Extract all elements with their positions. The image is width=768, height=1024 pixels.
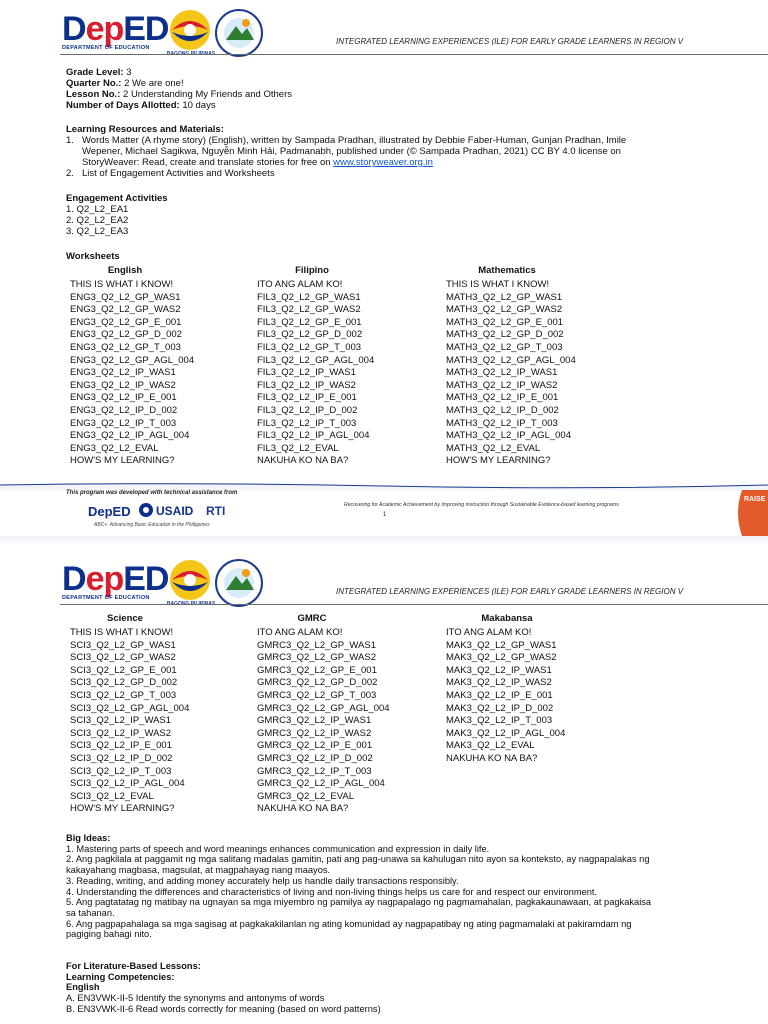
worksheet-item: GMRC3_Q2_L2_IP_WAS2: [257, 727, 372, 739]
column-heading: English: [107, 265, 143, 276]
worksheet-item: ENG3_Q2_L2_IP_T_003: [70, 417, 177, 429]
worksheet-item: MATH3_Q2_L2_GP_T_003: [446, 341, 563, 353]
worksheet-item: GMRC3_Q2_L2_GP_WAS1: [257, 639, 376, 651]
worksheet-item: HOW'S MY LEARNING?: [70, 803, 175, 815]
worksheet-column-science: [70, 613, 240, 816]
worksheet-item: GMRC3_Q2_L2_GP_D_002: [257, 677, 378, 689]
big-idea-line: kakayahang magbasa, magsulat, at magpahayag nang maayos.: [66, 865, 331, 876]
worksheet-item: SCI3_Q2_L2_GP_E_001: [70, 664, 177, 676]
quarter-row: Quarter No.: 2 We are one!: [66, 78, 184, 89]
lesson-info: [66, 67, 292, 111]
worksheet-item: NAKUHA KO NA BA?: [257, 803, 349, 815]
kagawaran-seal: [214, 558, 264, 608]
worksheet-item: ENG3_Q2_L2_EVAL: [70, 442, 159, 454]
worksheet-item: ITO ANG ALAM KO!: [257, 627, 343, 638]
column-heading: GMRC: [297, 613, 327, 624]
engagement-activities: [66, 193, 168, 237]
usaid-logo: USAID: [156, 504, 194, 518]
worksheet-item: MAK3_Q2_L2_GP_WAS1: [446, 639, 557, 651]
worksheet-item: MATH3_Q2_L2_IP_WAS2: [446, 379, 558, 391]
worksheet-item: FIL3_Q2_L2_IP_E_001: [257, 392, 357, 404]
worksheet-item: ENG3_Q2_L2_GP_D_002: [70, 329, 182, 341]
worksheet-item: MAK3_Q2_L2_GP_WAS2: [446, 652, 557, 664]
worksheet-item: GMRC3_Q2_L2_GP_E_001: [257, 664, 377, 676]
competency-item: B. EN3VWK-II-6 Read words correctly for meaning (based on word patterns): [66, 1003, 381, 1014]
worksheet-item: MATH3_Q2_L2_IP_T_003: [446, 417, 558, 429]
worksheet-column-gmrc: [257, 613, 427, 816]
column-heading: Makabansa: [481, 613, 533, 624]
worksheet-item: MATH3_Q2_L2_IP_AGL_004: [446, 430, 571, 442]
worksheet-column-english: [70, 265, 240, 468]
worksheet-item: ENG3_Q2_L2_GP_E_001: [70, 316, 182, 328]
worksheet-item: ENG3_Q2_L2_GP_T_003: [70, 341, 181, 353]
worksheet-item: SCI3_Q2_L2_IP_D_002: [70, 752, 173, 764]
big-idea-line: 5. Ang pagtatatag ng matibay na ugnayan sa mga miyembro ng pamilya ay nagpapalago ng pagmamahalan, pagkakaunawaan, at pagkakaisa: [66, 897, 652, 908]
footer-wave: [0, 482, 768, 490]
abc-note: ABC+: Advancing Basic Education in the Philippines: [94, 522, 210, 528]
worksheet-column-makabansa: [446, 613, 626, 766]
worksheet-item: NAKUHA KO NA BA?: [446, 752, 538, 764]
deped-small-logo: DepED: [88, 504, 131, 519]
big-ideas-heading: Big Ideas:: [66, 833, 111, 843]
worksheet-item: MATH3_Q2_L2_GP_WAS2: [446, 304, 563, 316]
deped-logo-subtitle: DEPARTMENT OF EDUCATION: [62, 595, 150, 601]
column-heading: Science: [107, 613, 143, 624]
worksheet-item: ITO ANG ALAM KO!: [257, 279, 343, 290]
big-idea-line: sa tahanan.: [66, 907, 115, 918]
worksheet-item: THIS IS WHAT I KNOW!: [70, 627, 174, 638]
worksheet-item: GMRC3_Q2_L2_IP_D_002: [257, 752, 373, 764]
learning-resources: Learning Resources and Materials: 1. Words Matter (A rhyme story) (English), written by Sampada Pradhan, illustrated by Debbie Faber-Human, Gunjan Pradhan, Imile Wepener, Michael Sagikwa, Nguyễn Minh Hải, Padmanabh, published under (© Sampada Pradhan, 2021) CC BY 4.0 license on StoryWeaver: Read, create and translate stories for free on www.storyweaver.org.in 2. List of Engagement Activities and Worksheets: [66, 124, 706, 179]
resources-heading: Learning Resources and Materials:: [66, 124, 224, 135]
worksheet-item: MAK3_Q2_L2_IP_AGL_004: [446, 727, 566, 739]
big-idea-line: 6. Ang pagpapahalaga sa mga sagisag at pagkakakilanlan ng ating komunidad ay nagpapatibay ng ating pagmamalaki at pakiramdam ng: [66, 918, 632, 929]
worksheet-item: MATH3_Q2_L2_IP_WAS1: [446, 367, 558, 379]
worksheet-item: SCI3_Q2_L2_IP_WAS2: [70, 727, 172, 739]
worksheet-item: GMRC3_Q2_L2_IP_E_001: [257, 740, 373, 752]
worksheet-item: ENG3_Q2_L2_IP_D_002: [70, 404, 178, 416]
worksheet-item: ENG3_Q2_L2_GP_WAS1: [70, 291, 181, 303]
worksheet-item: FIL3_Q2_L2_IP_D_002: [257, 404, 358, 416]
worksheet-item: ENG3_Q2_L2_IP_WAS1: [70, 367, 176, 379]
worksheet-item: GMRC3_Q2_L2_GP_WAS2: [257, 652, 376, 664]
competencies-heading: Learning Competencies:: [66, 971, 175, 982]
worksheet-item: MAK3_Q2_L2_EVAL: [446, 740, 535, 752]
rti-logo: RTI: [206, 504, 226, 518]
worksheet-item: MATH3_Q2_L2_IP_E_001: [446, 392, 559, 404]
resource-item-2: 2. List of Engagement Activities and Worksheets: [66, 168, 275, 179]
days-row: Number of Days Allotted: 10 days: [66, 100, 216, 111]
literature-section: [66, 961, 726, 1015]
worksheet-column-filipino: [257, 265, 427, 468]
worksheet-item: GMRC3_Q2_L2_GP_AGL_004: [257, 702, 390, 714]
worksheet-item: MAK3_Q2_L2_IP_D_002: [446, 702, 554, 714]
worksheet-item: MAK3_Q2_L2_IP_WAS2: [446, 677, 552, 689]
worksheet-item: HOW'S MY LEARNING?: [70, 455, 175, 467]
worksheet-item: GMRC3_Q2_L2_IP_T_003: [257, 765, 372, 777]
grade-level-row: Grade Level: 3: [66, 67, 132, 78]
worksheet-item: ENG3_Q2_L2_IP_E_001: [70, 392, 177, 404]
big-idea-line: 4. Understanding the differences and characteristics of living and non-living things helps us care for and respect our environment.: [66, 886, 598, 897]
worksheet-item: HOW'S MY LEARNING?: [446, 455, 551, 467]
worksheet-item: FIL3_Q2_L2_GP_WAS1: [257, 291, 361, 303]
worksheet-item: GMRC3_Q2_L2_EVAL: [257, 790, 354, 802]
deped-logo-text: DepED: [62, 10, 169, 48]
worksheet-item: MATH3_Q2_L2_GP_WAS1: [446, 291, 563, 303]
worksheet-item: ENG3_Q2_L2_GP_WAS2: [70, 304, 181, 316]
header-divider: [60, 604, 768, 605]
worksheet-item: MAK3_Q2_L2_IP_E_001: [446, 689, 553, 701]
worksheet-item: MATH3_Q2_L2_GP_AGL_004: [446, 354, 576, 366]
worksheet-item: MAK3_Q2_L2_IP_WAS1: [446, 664, 552, 676]
column-heading: Mathematics: [478, 265, 536, 276]
page-number: 1: [383, 512, 387, 518]
worksheet-item: MAK3_Q2_L2_IP_T_003: [446, 715, 553, 727]
worksheet-item: MATH3_Q2_L2_IP_D_002: [446, 404, 559, 416]
competency-item: A. EN3VWK-II-5 Identify the synonyms and antonyms of words: [66, 993, 325, 1004]
storyweaver-link[interactable]: www.storyweaver.org.in: [333, 157, 433, 168]
page-header: [0, 0, 768, 58]
worksheet-item: NAKUHA KO NA BA?: [257, 455, 349, 467]
worksheet-item: SCI3_Q2_L2_GP_D_002: [70, 677, 178, 689]
header-title: INTEGRATED LEARNING EXPERIENCES (ILE) FOR EARLY GRADE LEARNERS IN REGION V: [336, 587, 684, 596]
worksheet-item: GMRC3_Q2_L2_IP_WAS1: [257, 715, 372, 727]
worksheet-item: THIS IS WHAT I KNOW!: [446, 279, 550, 290]
big-ideas: [66, 833, 726, 940]
engagement-item: 3. Q2_L2_EA3: [66, 226, 129, 237]
literature-heading: For Literature-Based Lessons:: [66, 961, 201, 971]
worksheet-item: MATH3_Q2_L2_GP_D_002: [446, 329, 564, 341]
worksheet-item: ENG3_Q2_L2_GP_AGL_004: [70, 354, 195, 366]
worksheet-item: FIL3_Q2_L2_IP_AGL_004: [257, 430, 370, 442]
raise-badge: RAISE: [734, 490, 768, 536]
worksheet-item: ENG3_Q2_L2_IP_AGL_004: [70, 430, 190, 442]
kagawaran-seal: [214, 8, 264, 58]
worksheet-item: MATH3_Q2_L2_EVAL: [446, 442, 541, 454]
worksheet-item: SCI3_Q2_L2_EVAL: [70, 790, 154, 802]
deped-logo: [62, 560, 169, 602]
engagement-item: 2. Q2_L2_EA2: [66, 215, 129, 226]
deped-logo-text: DepED: [62, 560, 169, 598]
worksheet-item: FIL3_Q2_L2_GP_AGL_004: [257, 354, 375, 366]
big-idea-line: 2. Ang pagkilala at paggamit ng mga salitang madalas gamitin, pati ang pag-unawa sa kahulugan nito ayon sa konteksto, ay nagpapalakas ng: [66, 854, 650, 865]
worksheet-item: FIL3_Q2_L2_IP_WAS1: [257, 367, 356, 379]
engagement-item: 1. Q2_L2_EA1: [66, 204, 129, 215]
page-break-shadow: [0, 536, 768, 544]
worksheet-item: ITO ANG ALAM KO!: [446, 627, 532, 638]
worksheet-item: SCI3_Q2_L2_IP_E_001: [70, 740, 172, 752]
worksheets-heading: Worksheets: [66, 251, 120, 262]
worksheet-item: FIL3_Q2_L2_IP_WAS2: [257, 379, 356, 391]
worksheet-item: FIL3_Q2_L2_EVAL: [257, 442, 339, 454]
raise-tagline: Recovering for Academic Achievement by Improving instruction through Sustainable Evidence-based learning programs: [344, 502, 619, 508]
worksheet-item: SCI3_Q2_L2_IP_AGL_004: [70, 778, 185, 790]
worksheet-column-mathematics: [446, 265, 626, 468]
header-title: INTEGRATED LEARNING EXPERIENCES (ILE) FOR EARLY GRADE LEARNERS IN REGION V: [336, 37, 684, 46]
lesson-row: Lesson No.: 2 Understanding My Friends and Others: [66, 89, 292, 100]
worksheet-item: SCI3_Q2_L2_GP_WAS1: [70, 639, 176, 651]
worksheet-item: MATH3_Q2_L2_GP_E_001: [446, 316, 564, 328]
worksheet-item: ENG3_Q2_L2_IP_WAS2: [70, 379, 176, 391]
worksheet-item: SCI3_Q2_L2_IP_T_003: [70, 765, 172, 777]
competency-subject: English: [66, 982, 100, 993]
big-idea-line: 3. Reading, writing, and adding money accurately help us handle daily transactions responsibly.: [66, 875, 459, 886]
column-heading: Filipino: [295, 265, 329, 276]
worksheet-item: THIS IS WHAT I KNOW!: [70, 279, 174, 290]
worksheet-item: SCI3_Q2_L2_GP_WAS2: [70, 652, 176, 664]
big-idea-line: pagiging bahagi nito.: [66, 929, 152, 940]
page-header: [0, 550, 768, 608]
worksheet-item: FIL3_Q2_L2_GP_E_001: [257, 316, 362, 328]
partner-logos: [88, 500, 248, 522]
worksheet-item: GMRC3_Q2_L2_GP_T_003: [257, 689, 377, 701]
worksheet-item: SCI3_Q2_L2_GP_AGL_004: [70, 702, 190, 714]
deped-logo-subtitle: DEPARTMENT OF EDUCATION: [62, 45, 150, 51]
technical-assistance-note: This program was developed with technical assistance from: [66, 490, 238, 496]
worksheet-item: FIL3_Q2_L2_GP_WAS2: [257, 304, 361, 316]
usaid-seal-icon: [138, 502, 154, 518]
header-divider: [60, 54, 768, 55]
worksheet-item: SCI3_Q2_L2_IP_WAS1: [70, 715, 172, 727]
worksheet-item: FIL3_Q2_L2_IP_T_003: [257, 417, 357, 429]
engagement-heading: Engagement Activities: [66, 193, 168, 204]
deped-logo: [62, 10, 169, 52]
worksheet-item: FIL3_Q2_L2_GP_T_003: [257, 341, 362, 353]
page-footer: [0, 482, 768, 542]
worksheet-item: GMRC3_Q2_L2_IP_AGL_004: [257, 778, 385, 790]
big-idea-line: 1. Mastering parts of speech and word meanings enhances communication and expression in daily life.: [66, 843, 490, 854]
worksheet-item: SCI3_Q2_L2_GP_T_003: [70, 689, 177, 701]
worksheet-item: FIL3_Q2_L2_GP_D_002: [257, 329, 363, 341]
resource-item-1: 1. Words Matter (A rhyme story) (English), written by Sampada Pradhan, illustrated by Debbie Faber-Human, Gunjan Pradhan, Imile: [66, 135, 627, 146]
